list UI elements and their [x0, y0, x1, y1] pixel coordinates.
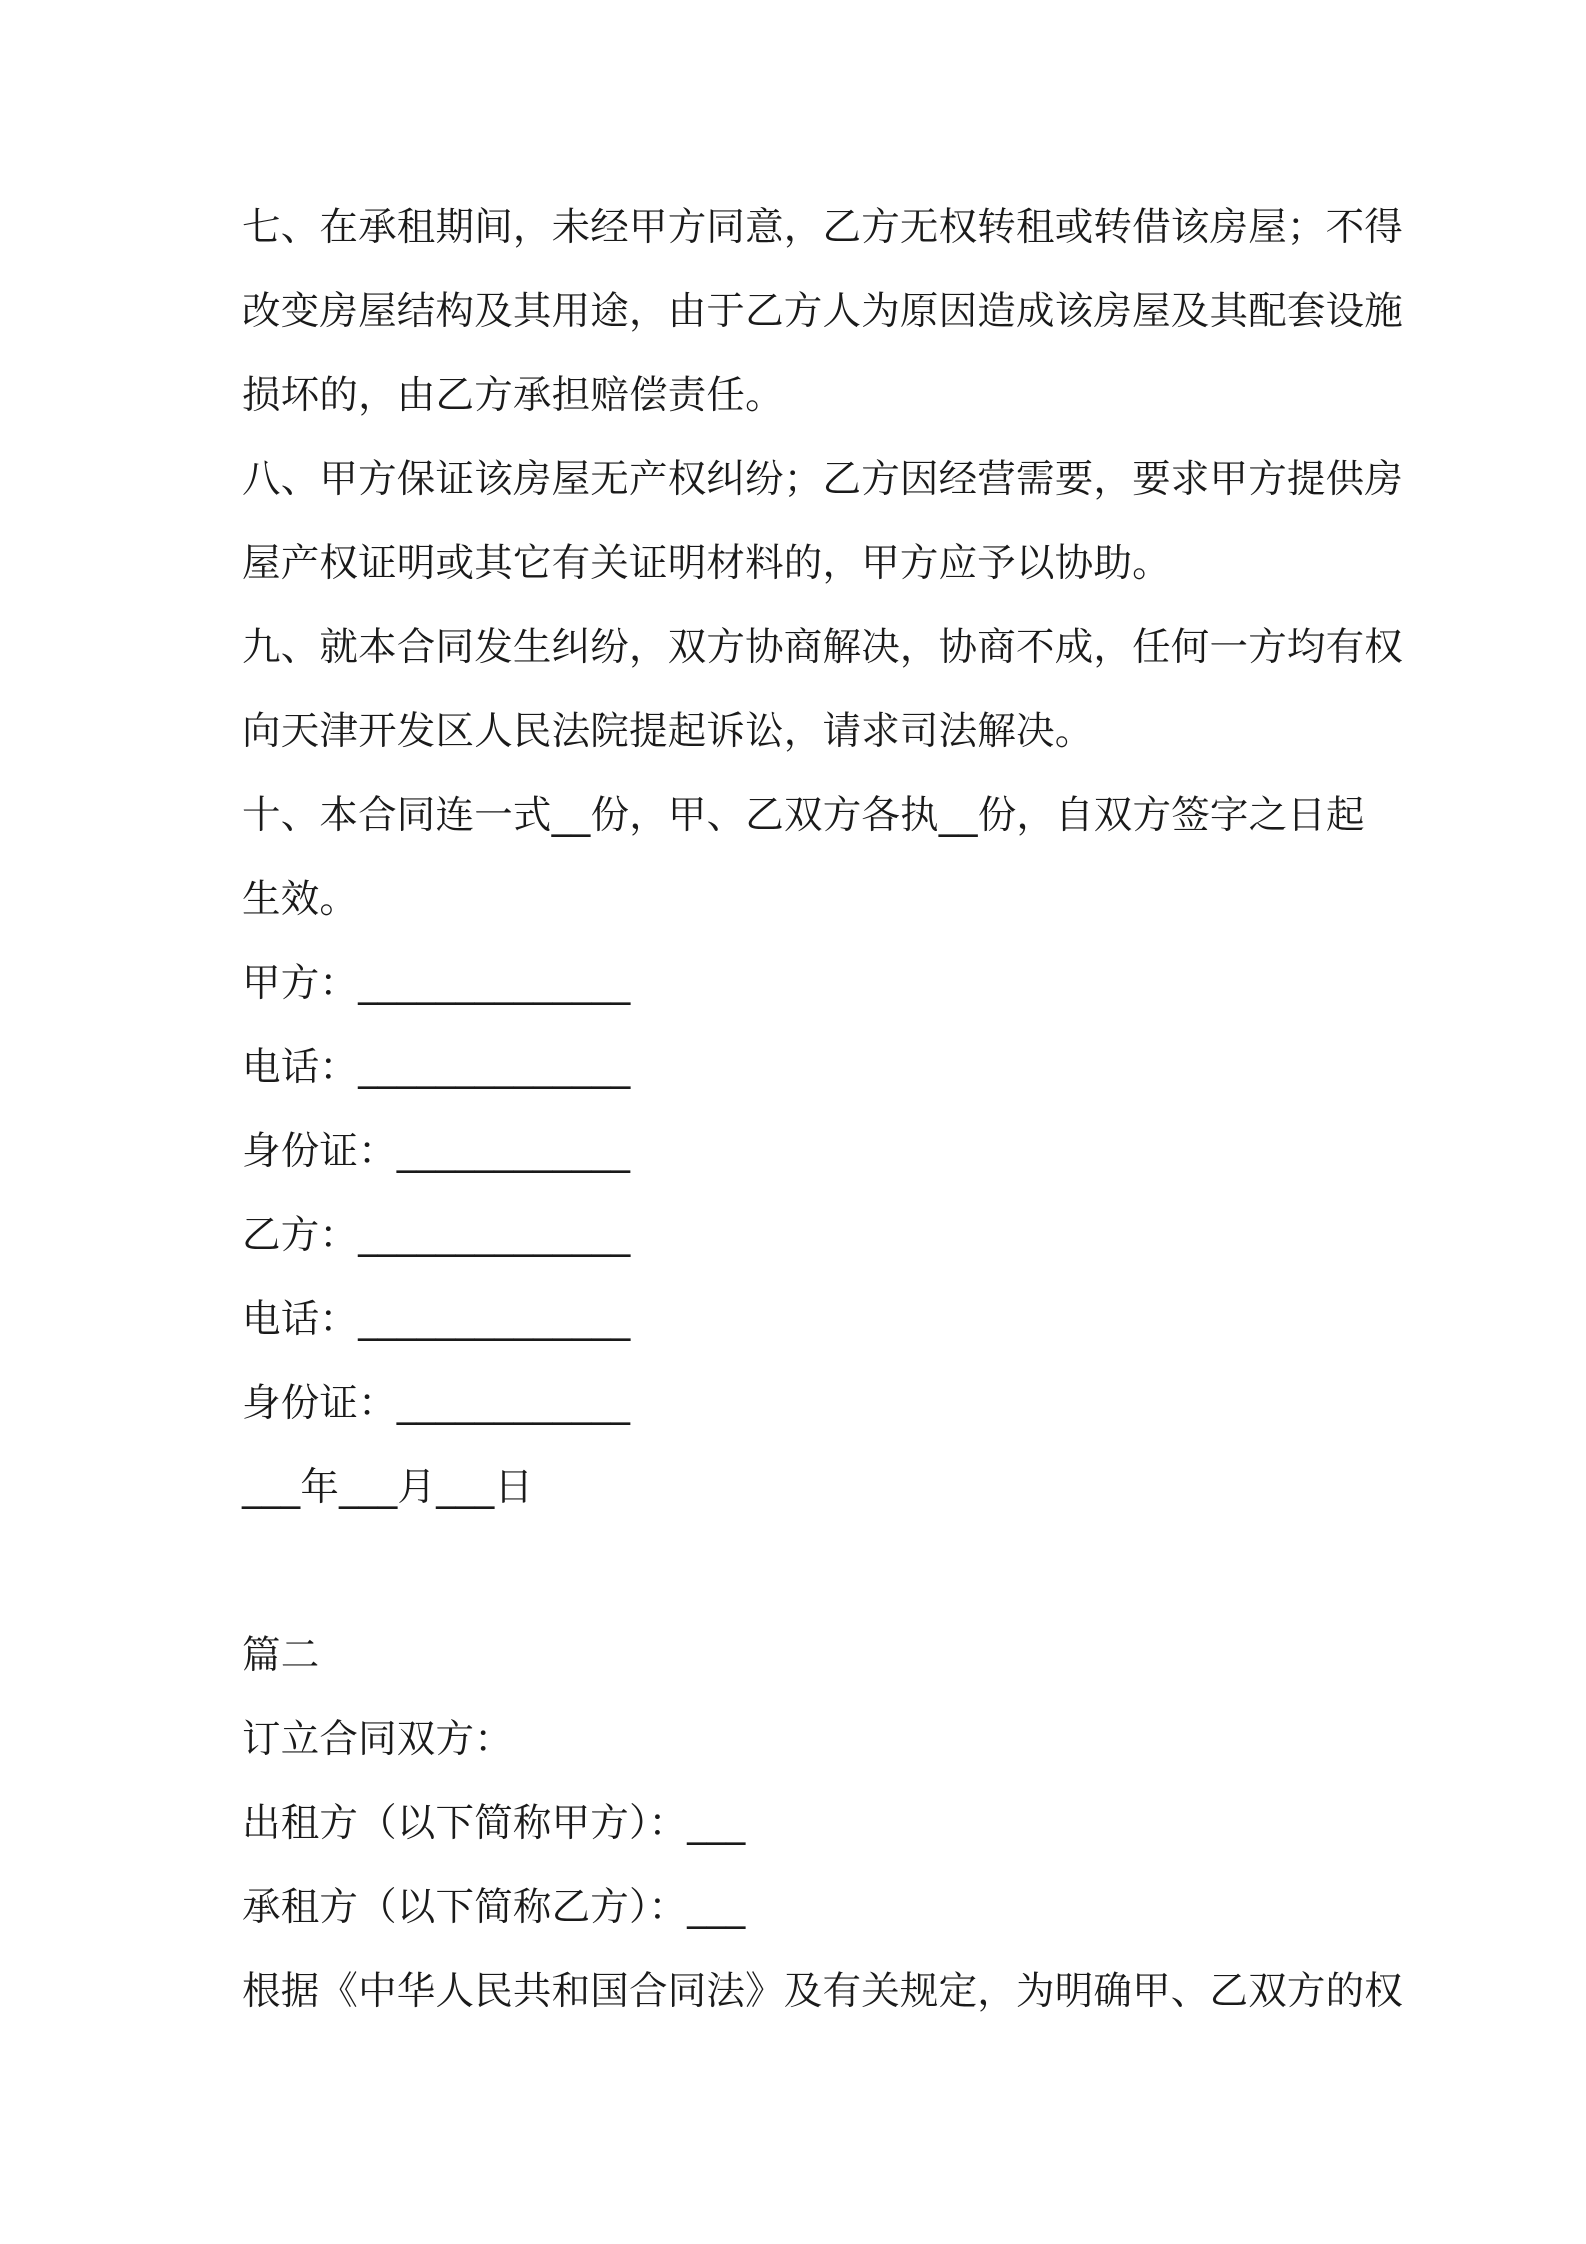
section-heading: 篇二	[242, 1633, 320, 1678]
party-a-field: 甲方：______________	[242, 961, 631, 1006]
clause-9-line-2: 向天津开发区人民法院提起诉讼，请求司法解决。	[242, 709, 1094, 754]
clause-10-line-2: 生效。	[242, 877, 359, 922]
party-b-id-field: 身份证：____________	[242, 1381, 631, 1426]
preamble-line: 根据《中华人民共和国合同法》及有关规定，为明确甲、乙双方的权	[242, 1969, 1404, 2014]
clause-7-line-1: 七、在承租期间，未经甲方同意，乙方无权转租或转借该房屋；不得	[242, 205, 1404, 250]
clause-7-line-2: 改变房屋结构及其用途，由于乙方人为原因造成该房屋及其配套设施	[242, 289, 1404, 334]
lessee-field: 承租方（以下简称乙方）：___	[242, 1885, 746, 1930]
party-b-field: 乙方：______________	[242, 1213, 631, 1258]
party-a-phone-field: 电话：______________	[242, 1045, 631, 1090]
clause-8-line-1: 八、甲方保证该房屋无产权纠纷；乙方因经营需要，要求甲方提供房	[242, 457, 1404, 502]
clause-9-line-1: 九、就本合同发生纠纷，双方协商解决，协商不成，任何一方均有权	[242, 625, 1404, 670]
clause-10-line-1: 十、本合同连一式__份，甲、乙双方各执__份，自双方签字之日起	[242, 793, 1365, 838]
lessor-field: 出租方（以下简称甲方）：___	[242, 1801, 746, 1846]
clause-7-line-3: 损坏的，由乙方承担赔偿责任。	[242, 373, 784, 418]
contract-parties-heading: 订立合同双方：	[242, 1717, 513, 1762]
party-a-id-field: 身份证：____________	[242, 1129, 631, 1174]
party-b-phone-field: 电话：______________	[242, 1297, 631, 1342]
clause-8-line-2: 屋产权证明或其它有关证明材料的，甲方应予以协助。	[242, 541, 1171, 586]
date-field: ___年___月___日	[242, 1465, 534, 1510]
